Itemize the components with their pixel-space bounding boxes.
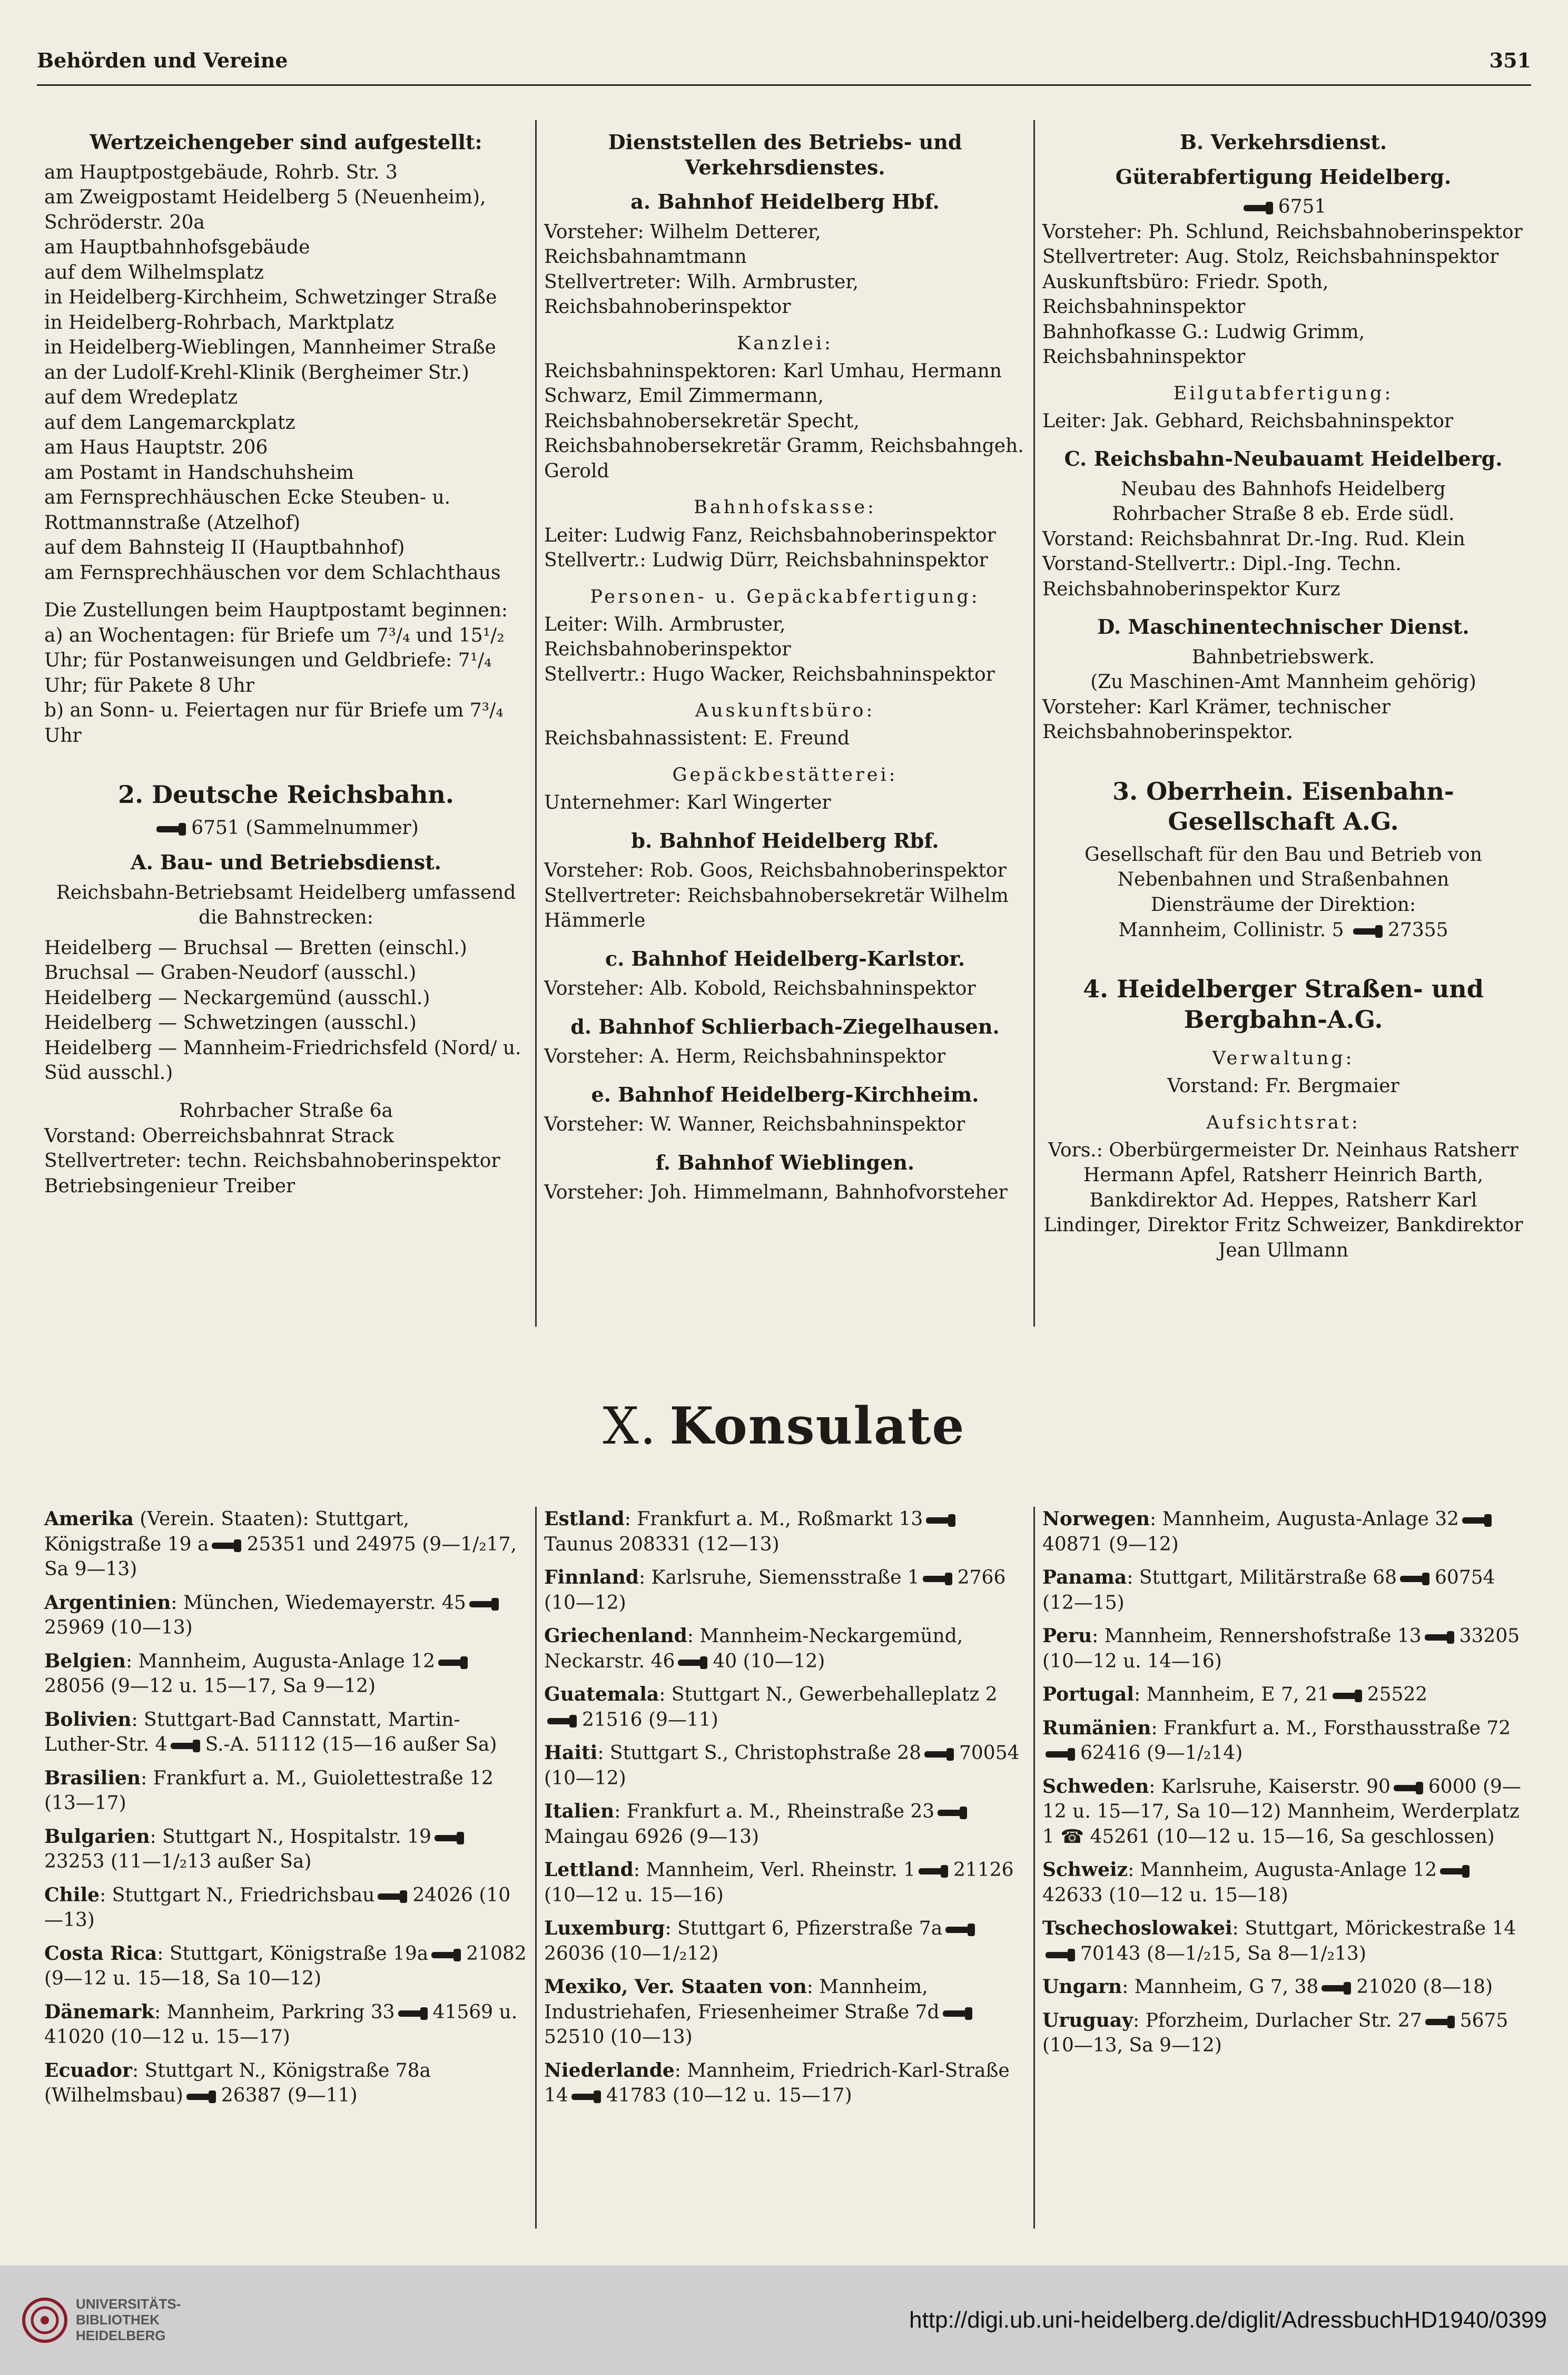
consulate-country: Ecuador [44,2059,133,2082]
telephone-icon [1044,1747,1076,1762]
telephone-icon [170,1739,201,1753]
consulate-phone-hours: 33205 (10—12 u. 14—16) [1042,1625,1520,1672]
consulate-entry [1042,1624,1524,1674]
consulate-columns [37,1507,1533,2229]
consulate-address: : Stuttgart-Bad Cannstatt, Martin-Luther-Str. 4 [44,1709,460,1756]
consulate-country: Peru [1042,1625,1092,1647]
consulate-entry [1042,1565,1524,1615]
telephone-icon [942,2006,973,2021]
list-item: am Fernsprechhäuschen Ecke Steuben- u. Rottmannstraße (Atzelhof) [44,487,451,534]
consulate-address: : Stuttgart, Mörickestraße 14 [1232,1918,1516,1940]
consulate-entry [44,2000,528,2050]
section-title [0,1396,1568,1456]
staff-line: Vorsteher: Ph. Schlund, Reichsbahnoberinspektor [1042,221,1523,243]
eilgut-head: Leiter: Jak. Gebhard, Reichsbahninspektor [1042,410,1454,432]
passenger-head: Leiter: Wilh. Armbruster, Reichsbahnoberinspektor [544,613,791,661]
staff-line: Auskunftsbüro: Friedr. Spoth, Reichsbahninspektor [1042,271,1329,318]
consulate-entry [44,1591,528,1641]
source-url[interactable]: http://digi.ub.uni-heidelberg.de/diglit/AdressbuchHD1940/0399 [909,2307,1547,2333]
consulate-entry [44,1883,528,1933]
telephone-icon [437,1655,469,1670]
consulate-entry [544,1858,1026,1908]
consulate-country: Guatemala [544,1683,659,1706]
list-item: auf dem Wilhelmsplatz [44,261,264,283]
consulate-entry [544,1916,1026,1966]
consulate-country: Tschechoslowakei [1042,1917,1232,1940]
column-postal-railway [37,120,535,1327]
office-address: Rohrbacher Straße 6a [179,1100,393,1122]
consulate-address: : Stuttgart N., Friedrichsbau [100,1884,375,1906]
consulate-entry [44,1649,528,1699]
consulate-phone-hours: 25522 [1367,1684,1428,1706]
consulate-entry [44,1941,528,1991]
telephone-icon [936,1805,968,1820]
consulate-address: : Mannheim, Augusta-Anlage 12 [1128,1859,1437,1881]
consulate-country: Belgien [44,1650,126,1672]
telephone-icon [918,1864,949,1879]
office-chief: Vorstand: Oberreichsbahnrat Strack [44,1125,394,1147]
route-item: Heidelberg — Neckargemünd (ausschl.) [44,987,430,1009]
consulate-phone-hours: 62416 (9—1/₂14) [1080,1742,1243,1764]
running-head: Behörden und Vereine [37,48,288,72]
consulate-country: Lettland [544,1859,634,1881]
library-name-line: BIBLIOTHEK [76,2312,160,2328]
consulate-entry [44,1766,528,1816]
consulate-phone-hours: 23253 (11—1/₂13 außer Sa) [44,1851,312,1873]
consulate-address: : Stuttgart N., Hospitalstr. 19 [150,1826,431,1848]
consulate-address: : Frankfurt a. M., Guiolettestraße 12 (13—17) [44,1767,494,1814]
route-item: Heidelberg — Bruchsal — Bretten (einschl.) [44,937,467,959]
consulate-phone-hours: 21516 (9—11) [582,1709,718,1731]
station-head: Vorsteher: Wilhelm Detterer, Reichsbahnamtmann [544,221,821,268]
consulate-phone-hours: 21020 (8—18) [1356,1976,1493,1998]
neubauamt-line: Neubau des Bahnhofs Heidelberg [1121,478,1446,500]
consulate-phone-hours: 42633 (10—12 u. 15—18) [1042,1884,1288,1906]
telephone-icon [377,1889,408,1904]
consulate-phone-hours: 26036 (10—1/₂12) [544,1942,719,1965]
university-library-logo-icon [21,2297,68,2344]
telephone-icon [433,1831,465,1846]
consulate-address: : Mannheim, G 7, 38 [1122,1976,1319,1998]
consulate-entry [544,1624,1026,1674]
route-item: Heidelberg — Schwetzingen (ausschl.) [44,1012,417,1034]
consulate-address: : Stuttgart, Militärstraße 68 [1127,1567,1397,1589]
telephone-icon [1439,1864,1471,1879]
consulate-phone-hours: 26387 (9—11) [221,2085,358,2107]
consulate-entry [44,1824,528,1875]
consulate-phone-hours: 2766 (10—12) [544,1567,1006,1614]
stamp-dispensers-heading: Wertzeichengeber sind aufgestellt: [90,130,482,154]
kanzlei-staff: Reichsbahninspektoren: Karl Umhau, Hermann Schwarz, Emil Zimmermann, Reichsbahnobersekretär Specht, Reichsbahnobersekretär Gramm, Reichsbahngeh. Gerold [544,360,1024,482]
consulate-address: : Stuttgart N., Königstraße 78a (Wilhelmsbau) [44,2059,431,2107]
consulate-country: Griechenland [544,1625,687,1647]
telephone-icon [923,1747,955,1762]
oberrhein-line: Gesellschaft für den Bau und Betrieb von Nebenbahnen und Straßenbahnen [1084,843,1482,891]
consulate-entry [544,2058,1026,2108]
baggage-carrier: Unternehmer: Karl Wingerter [544,792,831,814]
dienststellen-heading: Dienststellen des Betriebs- und Verkehrsdienstes. [608,130,962,179]
verkehrsdienst-heading: B. Verkehrsdienst. [1179,130,1387,154]
consulate-address: : Karlsruhe, Siemensstraße 1 [638,1567,920,1589]
consulate-country: Dänemark [44,2000,154,2023]
consulate-entry [44,2058,528,2108]
kasse-head: Leiter: Ludwig Fanz, Reichsbahnoberinspektor [544,524,996,546]
consulate-phone-hours: 25351 und 24975 (9—1/₂17, Sa 9—13) [44,1533,517,1581]
phone-number: 27355 [1388,919,1448,941]
consulate-entry [544,1799,1026,1849]
consulate-phone-hours: 21126 (10—12 u. 15—16) [544,1859,1014,1906]
telephone-icon [468,1597,500,1612]
directory-columns [37,120,1533,1327]
list-item: auf dem Langemarckplatz [44,411,295,434]
route-list [44,936,528,1086]
consulate-country: Mexiko, Ver. Staaten von [544,1976,807,1998]
consulate-country: Italien [544,1800,615,1823]
delivery-intro: Die Zustellungen beim Hauptpostamt beginnen: [44,600,508,622]
consulate-country: Brasilien [44,1766,141,1789]
consulate-address: : Mannheim, Verl. Rheinstr. 1 [633,1859,916,1881]
consulate-phone-hours: 41783 (10—12 u. 15—17) [606,2085,852,2107]
column-traffic-companies [1033,120,1532,1327]
kanzlei-heading: Kanzlei: [737,332,833,354]
list-item: in Heidelberg-Kirchheim, Schwetzinger Straße [44,287,497,309]
consulate-address: : Mannheim, Friedrich-Karl-Straße 14 [544,2059,1010,2107]
consulate-country: Niederlande [544,2059,675,2082]
staff-line: Stellvertreter: Aug. Stolz, Reichsbahninspektor [1042,246,1499,268]
list-item: am Postamt in Handschuhsheim [44,462,354,484]
consulate-phone-hours: 60754 (12—15) [1042,1567,1495,1614]
phone-number: 6751 [1278,196,1327,218]
consulate-entry [544,1975,1026,2050]
consulate-country: Panama [1042,1566,1127,1589]
telephone-icon [1393,1781,1424,1795]
consulate-address: : Stuttgart 6, Pfizerstraße 7a [665,1918,943,1940]
eilgut-heading: Eilgutabfertigung: [1173,382,1394,404]
consulate-column-1 [37,1507,535,2229]
consulate-address: : München, Wiedemayerstr. 45 [171,1592,466,1614]
verwaltung-chief: Vorstand: Fr. Bergmaier [1167,1075,1399,1097]
consulate-address: : Mannheim, Augusta-Anlage 12 [125,1650,435,1672]
telephone-icon [1461,1513,1493,1528]
consulate-country: Bolivien [44,1708,132,1731]
consulate-phone-hours: 40 (10—12) [713,1650,825,1672]
page-number: 351 [1489,48,1531,72]
consulate-address: : Stuttgart N., Gewerbehalleplatz 2 [659,1684,998,1706]
reichsbahn-heading: 2. Deutsche Reichsbahn. [118,780,454,809]
station-wieblingen-heading: f. Bahnhof Wieblingen. [655,1150,915,1174]
consulate-phone-hours: 6000 (9—12 u. 15—17, Sa 10—12) Mannheim, Werderplatz 1 ☎ 45261 (10—12 u. 15—16, Sa geschlossen) [1042,1775,1521,1848]
gueterabfertigung-heading: Güterabfertigung Heidelberg. [1115,164,1452,189]
maschinentechnik-heading: D. Maschinentechnischer Dienst. [1097,615,1470,639]
consulate-address: : Mannheim, E 7, 21 [1134,1684,1329,1706]
consulate-address: : Mannheim, Industriehafen, Friesenheimer Straße 7d [544,1976,940,2023]
telephone-icon [1332,1689,1363,1703]
list-item: auf dem Wredeplatz [44,387,238,409]
consulate-country: Portugal [1042,1683,1135,1706]
list-item: auf dem Bahnsteig II (Hauptbahnhof) [44,537,405,559]
gueter-phone [1042,194,1524,220]
kasse-deputy: Stellvertr.: Ludwig Dürr, Reichsbahninspektor [544,549,988,572]
neubauamt-deputy: Vorstand-Stellvertr.: Dipl.-Ing. Techn. Reichsbahnoberinspektor Kurz [1042,553,1402,600]
consulate-phone-hours: 52510 (10—13) [544,2026,693,2048]
consulate-phone-hours: S.-A. 51112 (15—16 außer Sa) [205,1734,497,1756]
bahnbetriebswerk-label: Bahnbetriebswerk. [1191,646,1375,668]
consulate-country: Norwegen [1042,1508,1150,1530]
oberrhein-heading: 3. Oberrhein. Eisenbahn-Gesellschaft A.G. [1112,777,1454,836]
telephone-icon [155,822,187,837]
consulate-entry [44,1707,528,1758]
consulate-entry [544,1565,1026,1615]
section-number: X. [603,1397,657,1456]
phone-number: 6751 (Sammelnummer) [191,817,419,839]
telephone-icon [570,2089,602,2104]
passenger-baggage-heading: Personen- u. Gepäckabfertigung: [590,586,980,607]
telephone-icon [1399,1572,1431,1586]
telephone-icon [397,2006,429,2021]
delivery-weekdays: a) an Wochentagen: für Briefe um 7³/₄ und 15¹/₂ Uhr; für Postanweisungen und Geldbriefe: 7¹/₄ Uhr; für Pakete 8 Uhr [44,624,505,696]
consulate-phone-hours: 28056 (9—12 u. 15—17, Sa 9—12) [44,1675,376,1697]
consulate-country: Bulgarien [44,1825,150,1848]
aufsichtsrat-heading: Aufsichtsrat: [1206,1112,1360,1133]
consulate-phone-hours: 70054 (10—12) [544,1742,1020,1789]
consulate-phone-hours: 40871 (9—12) [1042,1533,1179,1555]
consulate-country: Schweiz [1042,1859,1128,1881]
delivery-sundays: b) an Sonn- u. Feiertagen nur für Briefe um 7³/₄ Uhr [44,700,504,747]
consulate-entry [44,1507,528,1582]
consulate-phone-hours: 24026 (10—13) [44,1884,511,1931]
consulate-entry [1042,1682,1524,1707]
telephone-icon [211,1538,242,1553]
consulate-entry [1042,1858,1524,1908]
telephone-icon [1424,1630,1455,1645]
telephone-icon [922,1572,953,1586]
consulate-entry [1042,1916,1524,1966]
consulate-address: : Frankfurt a. M., Rheinstraße 23 [614,1801,935,1823]
consulate-address: (Verein. Staaten): Stuttgart, Königstraße 19 a [44,1508,409,1555]
consulate-phone-hours: Taunus 208331 (12—13) [544,1533,780,1555]
consulate-address: : Stuttgart, Königstraße 19a [157,1942,429,1965]
library-name-line: HEIDELBERG [76,2327,166,2343]
list-item: am Hauptpostgebäude, Rohrb. Str. 3 [44,161,398,183]
reichsbahn-phone [44,816,528,841]
consulate-entry [544,1682,1026,1732]
consulate-country: Estland [544,1508,625,1530]
consulate-address: : Karlsruhe, Kaiserstr. 90 [1149,1775,1391,1798]
consulate-address: : Mannheim-Neckargemünd, Neckarstr. 46 [544,1625,963,1672]
neubauamt-chief: Vorstand: Reichsbahnrat Dr.-Ing. Rud. Klein [1042,528,1465,550]
consulate-country: Finnland [544,1566,639,1589]
staff-line: Bahnhofkasse G.: Ludwig Grimm, Reichsbahninspektor [1042,321,1365,368]
list-item: am Zweigpostamt Heidelberg 5 (Neuenheim), Schröderstr. 20a [44,187,486,233]
consulate-phone-hours: 21082 (9—12 u. 15—18, Sa 10—12) [44,1942,527,1990]
consulate-country: Chile [44,1883,100,1906]
consulate-column-2 [535,1507,1033,2229]
station-head: Vorsteher: Rob. Goos, Reichsbahnoberinspektor [544,860,1007,882]
consulate-phone-hours: 70143 (8—1/₂15, Sa 8—1/₂13) [1080,1942,1366,1965]
office-deputy: Stellvertreter: techn. Reichsbahnoberinspektor Betriebsingenieur Treiber [44,1150,500,1197]
telephone-icon [1044,1948,1076,1962]
consulate-country: Ungarn [1042,1976,1122,1998]
telephone-icon [430,1948,462,1962]
telephone-icon [677,1655,708,1670]
bahnbetriebswerk-head: Vorsteher: Karl Krämer, technischer Reichsbahnoberinspektor. [1042,696,1391,743]
list-item: am Fernsprechhäuschen vor dem Schlachthaus [44,562,501,584]
consulate-entry [544,1507,1026,1557]
consulate-country: Schweden [1042,1775,1149,1798]
page-header [37,48,1531,72]
oberrhein-line: Diensträume der Direktion: [1150,894,1416,916]
info-office-heading: Auskunftsbüro: [695,700,875,722]
station-rbf-heading: b. Bahnhof Heidelberg Rbf. [631,828,939,852]
stamp-dispenser-list [44,160,528,586]
telephone-icon [944,1922,976,1937]
library-name [76,2297,181,2344]
station-deputy: Stellvertreter: Wilh. Armbruster, Reichsbahnoberinspektor [544,271,859,318]
list-item: in Heidelberg-Wieblingen, Mannheimer Straße [44,337,496,359]
bau-betrieb-heading: A. Bau- und Betriebsdienst. [131,850,441,875]
station-deputy: Stellvertreter: Reichsbahnobersekretär Wilhelm Hämmerle [544,885,1009,932]
passenger-deputy: Stellvertr.: Hugo Wacker, Reichsbahninspektor [544,663,995,685]
consulate-address: : Mannheim, Augusta-Anlage 32 [1150,1508,1459,1530]
consulate-entry [1042,1774,1524,1850]
consulate-address: : Frankfurt a. M., Roßmarkt 13 [624,1508,923,1530]
station-head: Vorsteher: W. Wanner, Reichsbahninspektor [544,1114,965,1136]
betriebsamt-subheading: Reichsbahn-Betriebsamt Heidelberg umfassend die Bahnstrecken: [56,881,516,929]
consulate-country: Uruguay [1042,2009,1133,2031]
telephone-icon [185,2089,217,2104]
station-head: Vorsteher: Joh. Himmelmann, Bahnhofvorsteher [544,1182,1008,1204]
consulate-country: Argentinien [44,1591,171,1614]
consulate-entry [1042,1507,1524,1557]
neubauamt-heading: C. Reichsbahn-Neubauamt Heidelberg. [1064,447,1503,471]
station-hbf-heading: a. Bahnhof Heidelberg Hbf. [630,190,940,213]
consulate-entry [1042,1716,1524,1766]
aufsichtsrat-members: Vors.: Oberbürgermeister Dr. Neinhaus Ratsherr Hermann Apfel, Ratsherr Heinrich Barth, Bankdirektor Ad. Heppes, Ratsherr Karl Lindinger, Direktor Fritz Schweizer, Bankdirektor Jean Ullmann [1043,1139,1523,1261]
list-item: am Haus Hauptstr. 206 [44,437,268,459]
station-karlstor-heading: c. Bahnhof Heidelberg-Karlstor. [605,946,965,970]
address-text: Mannheim, Collinistr. 5 [1118,919,1344,941]
telephone-icon [1424,2015,1456,2029]
bahnhofskasse-heading: Bahnhofskasse: [694,497,876,518]
consulate-entry [544,1741,1026,1791]
telephone-icon [546,1714,578,1729]
list-item: am Hauptbahnhofsgebäude [44,237,310,259]
consulate-phone-hours: 41569 u. 41020 (10—12 u. 15—17) [44,2001,518,2048]
library-name-line: UNIVERSITÄTS- [76,2296,181,2312]
consulate-column-3 [1033,1507,1532,2229]
consulate-address: : Frankfurt a. M., Forsthausstraße 72 [1151,1717,1511,1739]
consulate-country: Amerika [44,1508,134,1530]
baggage-carrier-heading: Gepäckbestätterei: [672,764,898,786]
station-head: Vorsteher: A. Herm, Reichsbahninspektor [544,1046,946,1068]
header-rule [37,84,1531,86]
section-name: Konsulate [669,1396,965,1456]
verwaltung-heading: Verwaltung: [1212,1048,1355,1069]
telephone-icon [925,1513,956,1528]
consulate-entry [1042,1975,1524,2000]
consulate-address: : Pforzheim, Durlacher Str. 27 [1133,2009,1422,2031]
consulate-address: : Mannheim, Parkring 33 [154,2001,395,2023]
consulate-country: Haiti [544,1742,598,1764]
consulate-country: Rumänien [1042,1716,1151,1739]
list-item: an der Ludolf-Krehl-Klinik (Bergheimer Str.) [44,361,469,384]
consulate-phone-hours: 25969 (10—13) [44,1617,193,1639]
consulate-country: Costa Rica [44,1942,157,1965]
consulate-address: : Mannheim, Rennershofstraße 13 [1092,1625,1422,1647]
consulate-phone-hours: 5675 (10—13, Sa 9—12) [1042,2009,1508,2057]
station-head: Vorsteher: Alb. Kobold, Reichsbahninspektor [544,978,976,1000]
station-schlierbach-heading: d. Bahnhof Schlierbach-Ziegelhausen. [570,1014,1000,1038]
consulate-country: Luxemburg [544,1917,665,1940]
oberrhein-address [1042,918,1524,943]
consulate-address: : Stuttgart S., Christophstraße 28 [597,1742,921,1764]
telephone-icon [1352,924,1384,939]
route-item: Heidelberg — Mannheim-Friedrichsfeld (Nord/ u. Süd ausschl.) [44,1037,521,1084]
maschinenamt-note: (Zu Maschinen-Amt Mannheim gehörig) [1090,671,1476,693]
route-item: Bruchsal — Graben-Neudorf (ausschl.) [44,962,417,984]
info-office-staff: Reichsbahnassistent: E. Freund [544,728,850,750]
consulate-phone-hours: Maingau 6926 (9—13) [544,1826,760,1848]
station-kirchheim-heading: e. Bahnhof Heidelberg-Kirchheim. [591,1082,979,1106]
list-item: in Heidelberg-Rohrbach, Marktplatz [44,311,395,333]
telephone-icon [1242,201,1274,215]
column-station-services [535,120,1033,1327]
consulate-entry [1042,2008,1524,2058]
strassenbahn-heading: 4. Heidelberger Straßen- und Bergbahn-A.G. [1083,975,1484,1034]
telephone-icon [1320,1981,1352,1996]
neubauamt-line: Rohrbacher Straße 8 eb. Erde südl. [1112,503,1455,525]
footer-bar [0,2265,1568,2375]
